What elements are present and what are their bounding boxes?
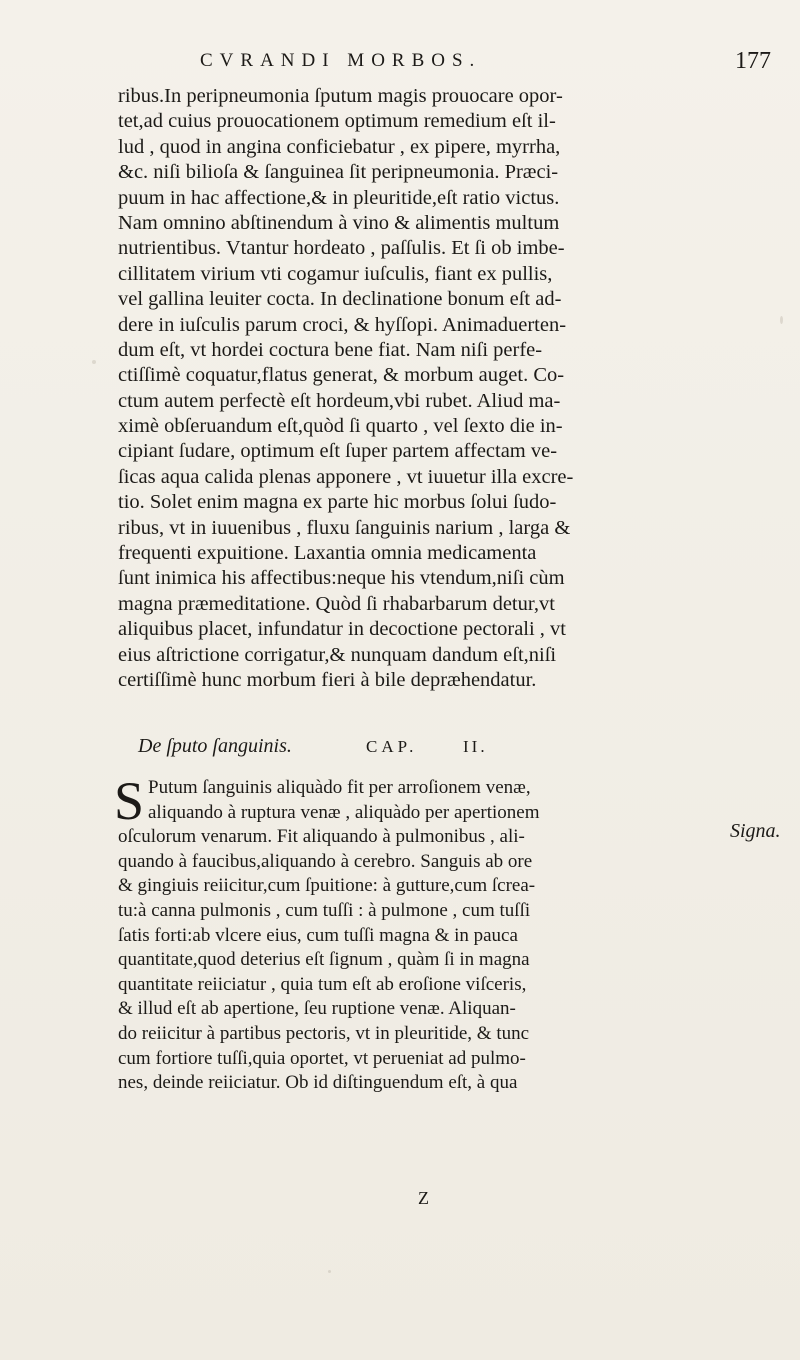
text-line: Nam omnino abſtinendum à vino & alimentis multum xyxy=(118,211,560,234)
text-line: vel gallina leuiter cocta. In declinatione bonum eſt ad- xyxy=(118,288,562,311)
text-line: cipiant ſudare, optimum eſt ſuper partem affectam ve- xyxy=(118,440,558,463)
text-line: frequenti expuitione. Laxantia omnia medicamenta xyxy=(118,542,537,565)
text-line: & illud eſt ab apertione, ſeu ruptione venæ. Aliquan- xyxy=(118,998,516,1020)
text-line: tio. Solet enim magna ex parte hic morbus ſolui ſudo- xyxy=(118,491,557,514)
text-line: ximè obſeruandum eſt,quòd ſi quarto , vel ſexto die in- xyxy=(118,415,563,438)
text-line: quando à faucibus,aliquando à cerebro. Sanguis ab ore xyxy=(118,850,533,872)
text-line: aliquibus placet, infundatur in decoctione pectorali , vt xyxy=(118,618,567,641)
paper-stain xyxy=(780,316,783,324)
chapter-number: II. xyxy=(463,737,488,756)
running-title: CVRANDI MORBOS. xyxy=(200,50,482,71)
text-line: ſatis forti:ab vlcere eius, cum tuſſi magna & in pauca xyxy=(118,924,518,946)
text-line: ſunt inimica his affectibus:neque his vtendum,niſi cùm xyxy=(118,567,565,590)
text-line: do reiicitur à partibus pectoris, vt in pleuritide, & tunc xyxy=(118,1022,530,1044)
text-line: ribus.In peripneumonia ſputum magis prouocare opor- xyxy=(118,85,563,107)
chapter-body xyxy=(118,776,728,1096)
text-line: tet,ad cuius prouocationem optimum remedium eſt il- xyxy=(118,110,556,133)
text-line: & gingiuis reiicitur,cum ſpuitione: à gutture,cum ſcrea- xyxy=(118,875,536,897)
text-line: &c. niſi bilioſa & ſanguinea ſit peripneumonia. Præci- xyxy=(118,161,559,184)
chapter-heading xyxy=(138,735,698,765)
text-line: ribus, vt in iuuenibus , fluxu ſanguinis narium , larga & xyxy=(118,516,571,539)
text-line: certiſſimè hunc morbum fieri à bile depræhendatur. xyxy=(118,668,537,691)
paper-stain xyxy=(92,360,96,364)
paragraph-body xyxy=(118,84,718,693)
text-line: quantitate,quod deterius eſt ſignum , quàm ſi in magna xyxy=(118,949,530,971)
text-line: oſculorum venarum. Fit aliquando à pulmonibus , ali- xyxy=(118,826,525,848)
signature-mark: Z xyxy=(418,1188,429,1208)
chapter-label: CAP. xyxy=(366,737,418,756)
text-line: dere in iuſculis parum croci, & hyſſopi. Animaduerten- xyxy=(118,313,567,336)
text-line: nes, deinde reiiciatur. Ob id diſtinguendum eſt, à qua xyxy=(118,1072,518,1094)
drop-initial: S xyxy=(114,771,145,831)
text-line: puum in hac affectione,& in pleuritide,eſt ratio victus. xyxy=(118,186,560,209)
text-line: nutrientibus. Vtantur hordeato , paſſulis. Et ſi ob imbe- xyxy=(118,237,565,260)
text-line: ctum autem perfectè eſt hordeum,vbi rubet. Aliud ma- xyxy=(118,389,561,412)
text-line: aliquando à ruptura venæ , aliquàdo per apertionem xyxy=(148,801,540,823)
text-line: lud , quod in angina conficiebatur , ex pipere, myrrha, xyxy=(118,135,561,158)
text-line: dum eſt, vt hordei coctura bene fiat. Nam niſi perfe- xyxy=(118,338,543,361)
text-line: tu:à canna pulmonis , cum tuſſi : à pulmone , cum tuſſi xyxy=(118,899,531,921)
chapter-title: De ſputo ſanguinis. xyxy=(138,735,292,757)
text-line: Putum ſanguinis aliquàdo fit per arroſionem venæ, xyxy=(148,777,531,798)
text-line: ſicas aqua calida plenas apponere , vt iuuetur illa excre- xyxy=(118,465,574,488)
text-line: quantitate reiiciatur , quia tum eſt ab eroſione viſceris, xyxy=(118,973,527,995)
text-line: cum fortiore tuſſi,quia oportet, vt perueniat ad pulmo- xyxy=(118,1047,526,1069)
margin-note: Signa. xyxy=(730,820,781,842)
page-number: 177 xyxy=(735,48,771,74)
paper-stain xyxy=(328,1270,331,1273)
text-line: magna præmeditatione. Quòd ſi rhabarbarum detur,vt xyxy=(118,592,555,615)
text-line: eius aſtrictione corrigatur,& nunquam dandum eſt,niſi xyxy=(118,643,557,666)
text-line: ctiſſimè coquatur,flatus generat, & morbum auget. Co- xyxy=(118,364,565,387)
text-line: cillitatem virium vti cogamur iuſculis, fiant ex pullis, xyxy=(118,262,553,285)
